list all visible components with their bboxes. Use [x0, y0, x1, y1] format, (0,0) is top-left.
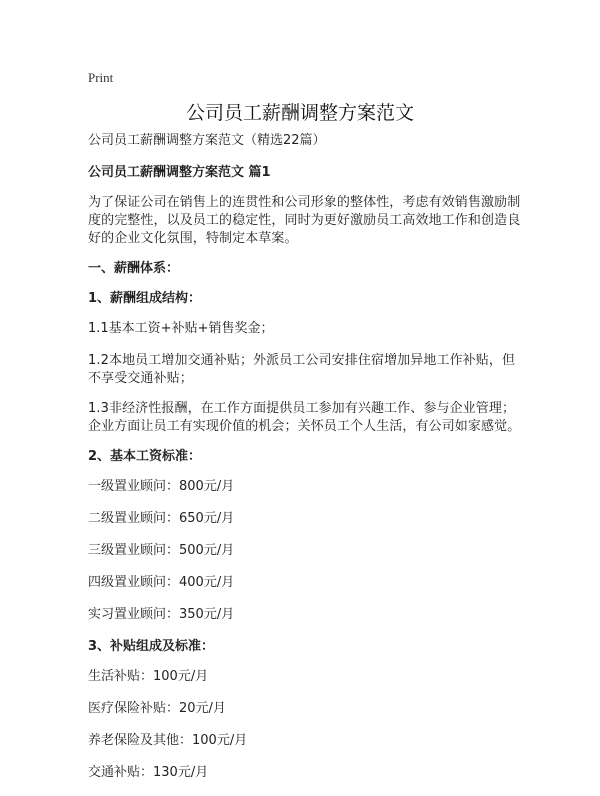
section-3-heading: 3、补贴组成及标准：	[88, 639, 215, 654]
item-1-1: 1.1基本工资+补贴+销售奖金；	[88, 321, 274, 336]
article-heading: 公司员工薪酬调整方案范文 篇1	[88, 165, 271, 180]
item-1-2: 1.2本地员工增加交通补贴；外派员工公司安排住宿增加异地工作补贴，但不享受交通补贴；	[88, 353, 516, 386]
document-title: 公司员工薪酬调整方案范文	[185, 102, 414, 124]
intro-paragraph: 为了保证公司在销售上的连贯性和公司形象的整体性，考虑有效销售激励制度的完整性，以及员工的稳定性，同时为更好激励员工高效地工作和创造良好的企业文化氛围，特制定本草案。	[88, 195, 521, 246]
allowance-item: 交通补贴：130元/月	[88, 765, 209, 780]
salary-level-item: 一级置业顾问：800元/月	[88, 479, 235, 494]
salary-level-item: 四级置业顾问：400元/月	[88, 575, 235, 590]
allowance-item: 养老保险及其他：100元/月	[88, 733, 248, 748]
salary-level-item: 三级置业顾问：500元/月	[88, 543, 235, 558]
document-body	[88, 132, 528, 796]
allowance-item: 医疗保险补贴：20元/月	[88, 701, 226, 716]
section-1-1-heading: 1、薪酬组成结构：	[88, 291, 202, 306]
print-link[interactable]: Print	[88, 70, 114, 85]
document-subtitle: 公司员工薪酬调整方案范文（精选22篇）	[88, 133, 326, 148]
item-1-3: 1.3非经济性报酬，在工作方面提供员工参加有兴趣工作、参与企业管理；企业方面让员工有实现价值的机会；关怀员工个人生活，有公司如家感觉。	[88, 401, 521, 434]
section-2-heading: 2、基本工资标准：	[88, 449, 202, 464]
salary-level-item: 实习置业顾问：350元/月	[88, 607, 235, 622]
section-1-heading: 一、薪酬体系：	[88, 261, 180, 276]
salary-level-item: 二级置业顾问：650元/月	[88, 511, 235, 526]
allowance-item: 生活补贴：100元/月	[88, 669, 209, 684]
